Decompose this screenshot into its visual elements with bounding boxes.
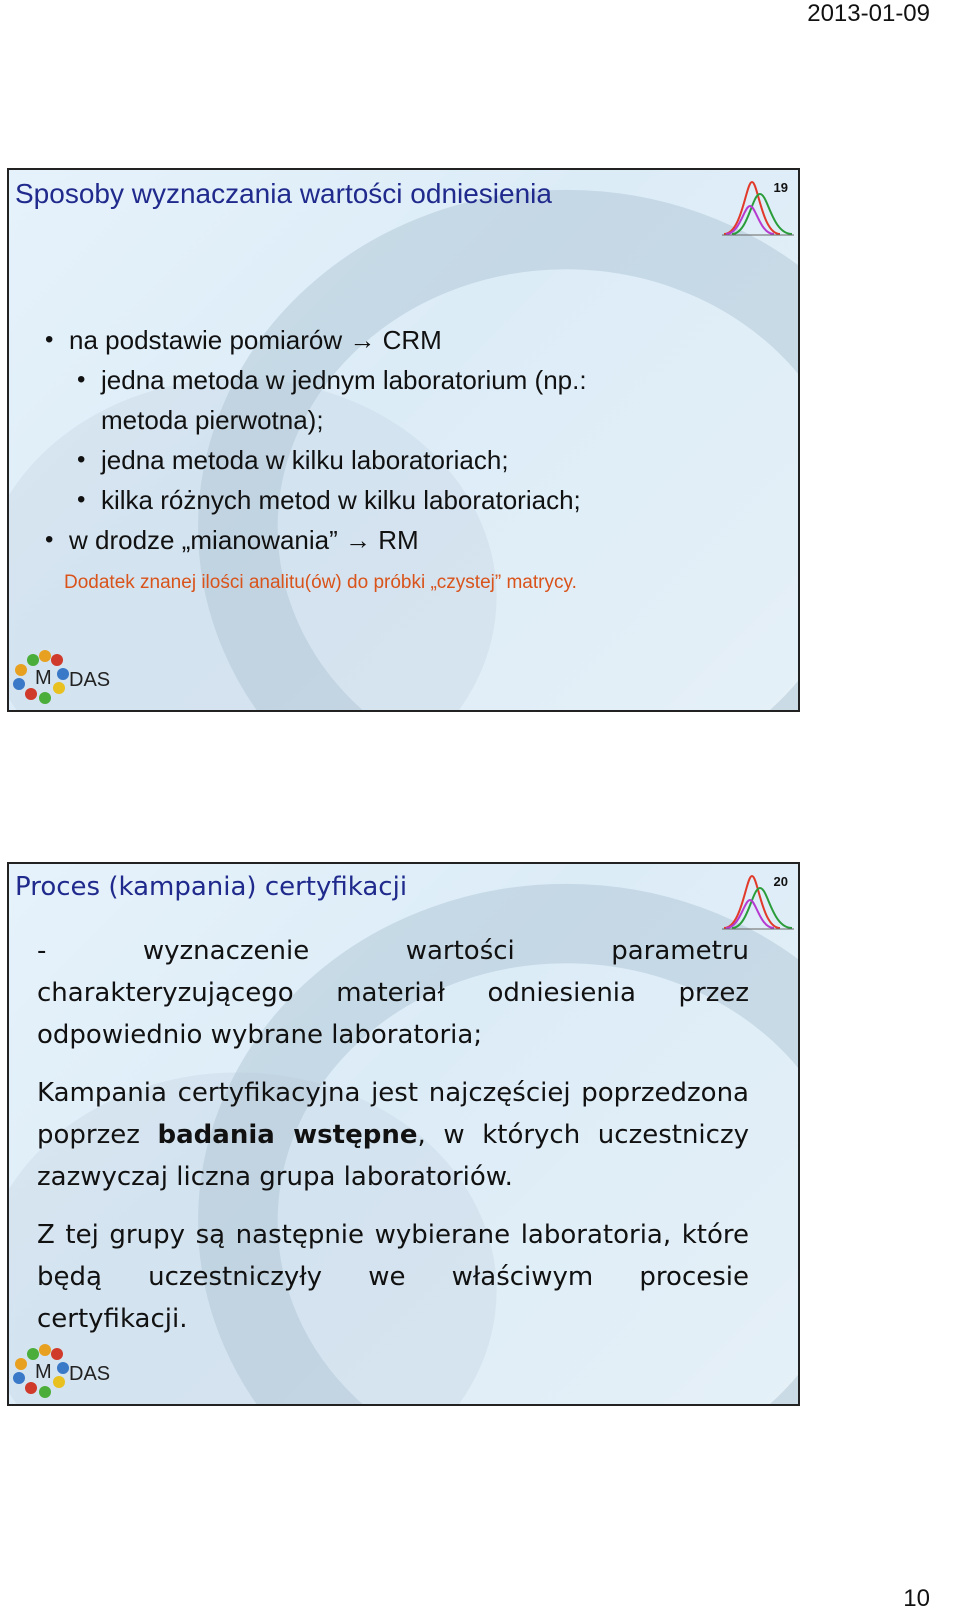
slide-title: Sposoby wyznaczania wartości odniesienia (15, 178, 552, 209)
bullet-item: • w drodze „mianowania” → RM (69, 520, 587, 560)
slide-title: Proces (kampania) certyfikacji (15, 872, 408, 902)
logo-text: DAS (69, 669, 111, 691)
slide-19 (7, 168, 800, 712)
bullet-item: • jedna metoda w jednym laboratorium (np.: (101, 360, 587, 400)
slide-body (37, 930, 749, 1356)
bold-text: badania wstępne (157, 1120, 418, 1150)
note-text: Dodatek znanej ilości analitu(ów) do próbki „czystej” matrycy. (64, 572, 577, 593)
paragraph: Z tej grupy są następnie wybierane laboratoria, które będą uczestniczyły we właściwym procesie certyfikacji. (37, 1220, 749, 1334)
modas-logo (11, 1342, 111, 1402)
paragraph-text: , w których uczestniczy zazwyczaj liczna grupa laboratoriów. (37, 1120, 749, 1192)
paragraph: - wyznaczenie wartości parametru charakteryzującego materiał odniesienia przez odpowiednio wybrane laboratoria; (37, 936, 749, 1050)
bullet-item: • na podstawie pomiarów → CRM (69, 320, 587, 360)
paragraph (37, 1072, 749, 1198)
gaussian-curves-icon (722, 866, 794, 932)
bullet-list (69, 320, 587, 560)
logo-letter-m: M (35, 667, 52, 689)
gaussian-curves-icon (722, 172, 794, 238)
modas-logo (11, 648, 111, 708)
slide-number: 20 (773, 874, 788, 889)
page-number: 10 (903, 1585, 930, 1612)
logo-text: DAS (69, 1363, 111, 1385)
paragraph-text: Kampania certyfikacyjna jest najczęściej poprzedzona poprzez (37, 1078, 749, 1150)
bullet-item-continuation: metoda pierwotna); (101, 405, 324, 435)
page-date: 2013-01-09 (807, 0, 930, 27)
bullet-item: • kilka różnych metod w kilku laboratoriach; (101, 480, 587, 520)
bullet-item: • jedna metoda w kilku laboratoriach; (101, 440, 587, 480)
slide-number: 19 (773, 180, 788, 195)
slide-20 (7, 862, 800, 1406)
logo-letter-m: M (35, 1361, 52, 1383)
